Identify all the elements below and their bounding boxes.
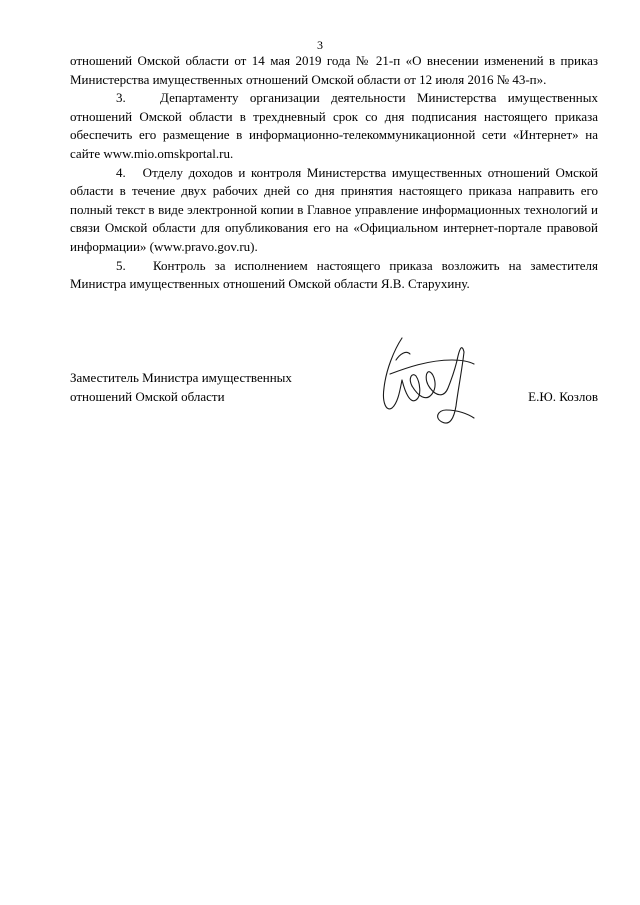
signature-block — [70, 369, 598, 429]
paragraph-item-5: 5. Контроль за исполнением настоящего приказа возложить на заместителя Министра имущественных отношений Омской области Я.В. Старухину. — [70, 257, 598, 292]
signer-name: Е.Ю. Козлов — [528, 388, 598, 404]
signature-stroke — [402, 375, 420, 401]
signature-stroke — [438, 352, 474, 423]
document-body — [70, 52, 598, 294]
paragraph-continuation: отношений Омской области от 14 мая 2019 года № 21-п «О внесении изменений в приказ Министерства имущественных отношений Омской области от 12 июля 2016 № 43-п». — [70, 53, 598, 87]
page-number: 3 — [317, 38, 323, 52]
signer-title: Заместитель Министра имущественных отношений Омской области — [70, 370, 292, 404]
handwritten-signature — [372, 330, 477, 430]
paragraph-item-4: 4. Отделу доходов и контроля Министерства имущественных отношений Омской области в течение двух рабочих дней со дня принятия настоящего приказа направить его полный текст в виде электронной копии в Главное управление информационных технологий и связи Омской области для опубликования его на «Официальном интернет-портале правовой информации» (www.pravo.gov.ru). — [70, 164, 598, 254]
paragraph-item-3: 3. Департаменту организации деятельности Министерства имущественных отношений Омской области в трехдневный срок со дня подписания настоящего приказа обеспечить его размещение в информационно-телекоммуникационной сети «Интернет» на сайте www.mio.omskportal.ru. — [70, 90, 598, 161]
signature-stroke — [396, 352, 410, 360]
